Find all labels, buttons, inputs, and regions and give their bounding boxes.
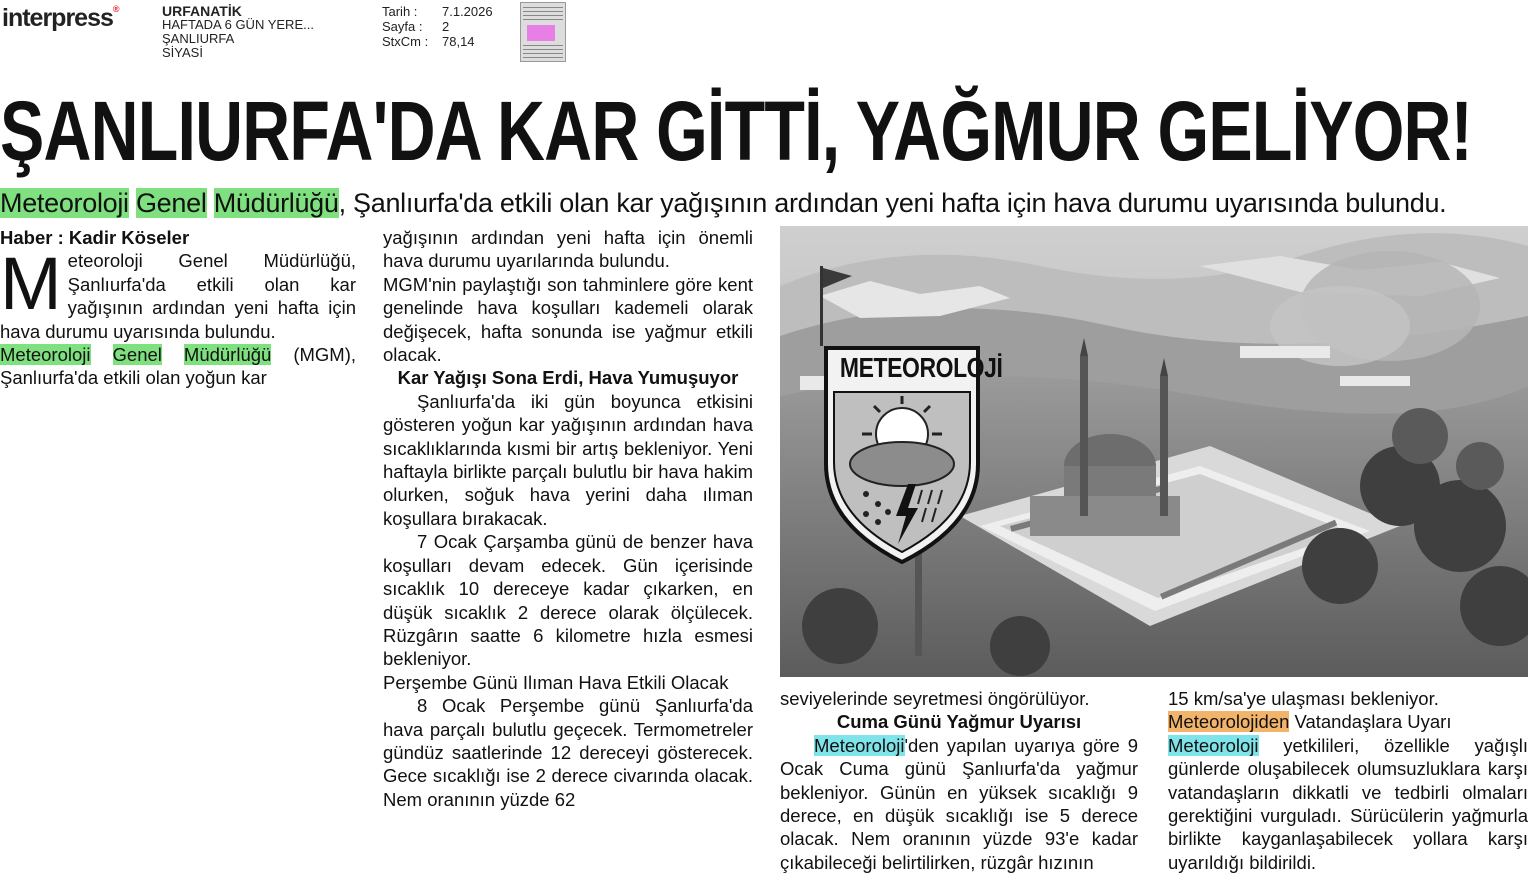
paragraph: 8 Ocak Perşembe günü Şanlıurfa'da hava parçalı bulutlu geçecek. Termometreler gündüz saatlerinde 12 dereceyi gösterecek. Gece sıcaklığı ise 2 derece civarında olacak. Nem oranının yüzde 62 <box>383 695 753 810</box>
subheadline <box>0 185 1539 221</box>
publication-frequency: HAFTADA 6 GÜN YERE... <box>162 17 314 32</box>
publication-info <box>162 4 314 60</box>
highlight-term: Genel <box>112 344 162 366</box>
highlight-term: Genel <box>135 188 207 218</box>
section-heading: Meteorolojiden Vatandaşlara Uyarı <box>1168 711 1452 733</box>
paragraph: MGM'nin paylaştığı son tahminlere göre kent genelinde hava koşulları kademeli olarak değişecek, hafta sonunda ise yağmur etkili olacak. <box>383 273 753 366</box>
paragraph: Meteoroloji Genel Müdürlüğü (MGM), Şanlıurfa'da etkili olan yoğun kar <box>0 344 357 389</box>
highlight-term: Meteoroloji <box>0 344 91 366</box>
publication-city: ŞANLIURFA <box>162 31 235 46</box>
byline: Haber : Kadir Köseler <box>0 227 190 248</box>
section-heading: Perşembe Günü Ilıman Hava Etkili Olacak <box>383 671 729 693</box>
subheadline-text: , Şanlıurfa'da etkili olan kar yağışının ardından yeni hafta için hava durumu uyarısında bulundu. <box>338 188 1447 218</box>
page-label: Sayfa : <box>382 19 423 34</box>
highlight-term: Meteoroloji <box>0 188 129 218</box>
paragraph: yağışının ardından yeni hafta için önemli hava durumu uyarılarında bulundu. <box>383 227 753 272</box>
page-thumbnail[interactable] <box>520 2 566 62</box>
article-location-marker <box>527 25 555 41</box>
date-value: 7.1.2026 <box>442 4 493 19</box>
clip-meta <box>382 4 493 49</box>
meteoroloji-badge-label: METEOROLOJİ <box>839 352 1003 383</box>
page-value: 2 <box>442 19 450 34</box>
lead-paragraph: Meteoroloji Genel Müdürlüğü, Şanlıurfa'da etkili olan kar yağışının ardından yeni hafta için hava durumu uyarısında bulundu. <box>0 242 356 342</box>
column-4 <box>1168 687 1528 874</box>
paragraph: Meteoroloji'den yapılan uyarıya göre 9 Ocak Cuma günü Şanlıurfa'da yağmur bekleniyor. Günün en yüksek sıcaklığı 9 derece, en düşük sıcaklığı ise 5 derece olacak. Nem oranının yüzde 93'e kadar çıkabileceği belirtilirken, rüzgâr hızının <box>780 734 1138 873</box>
article-photo <box>780 226 1528 677</box>
publication-name: URFANATİK <box>162 3 242 19</box>
highlight-term: Meteoroloji <box>814 734 905 756</box>
paragraph: 7 Ocak Çarşamba günü de benzer hava koşulları devam edecek. Gün içerisinde sıcaklık 10 dereceye kadar çıkarken, en düşük sıcaklık 2 derece olarak ölçülecek. Rüzgârın saatte 6 kilometre hızla esmesi bekleniyor. <box>383 531 753 670</box>
column-2 <box>383 226 753 811</box>
drop-cap: M <box>0 242 62 326</box>
paragraph: 15 km/sa'ye ulaşması bekleniyor. <box>1168 688 1439 709</box>
paragraph: Şanlıurfa'da iki gün boyunca etkisini gösteren yoğun kar yağışının ardından hava sıcaklıklarında kısmi bir artış bekleniyor. Yeni haftayla birlikte parçalı bulutlu bir hava hakim olurken, soğuk hava yerini daha ılıman koşullara bırakacak. <box>383 390 753 529</box>
column-1 <box>0 226 356 390</box>
interpress-logo: interpress® <box>2 4 119 32</box>
column-3 <box>780 687 1138 874</box>
paragraph: Meteoroloji yetkilileri, özellikle yağışlı günlerde oluşabilecek olumsuzluklara karşı vatandaşların dikkatli ve tedbirli olmaları gerektiğini vurguladı. Sürücülerin yağmurla birlikte kayganlaşabilecek yollara karşı uyarıldığı bildirildi. <box>1168 734 1528 873</box>
highlight-term: Meteoroloji <box>1168 734 1259 756</box>
section-heading: Cuma Günü Yağmur Uyarısı <box>836 711 1082 733</box>
section-heading: Kar Yağışı Sona Erdi, Hava Yumuşuyor <box>397 367 739 389</box>
highlight-term: Meteorolojiden <box>1168 711 1290 733</box>
stxcm-value: 78,14 <box>442 34 475 49</box>
highlight-term: Müdürlüğü <box>213 188 339 218</box>
date-label: Tarih : <box>382 4 418 19</box>
paragraph: seviyelerinde seyretmesi öngörülüyor. <box>780 688 1090 709</box>
highlight-term: Müdürlüğü <box>183 344 272 366</box>
stxcm-label: StxCm : <box>382 34 429 49</box>
publication-category: SİYASİ <box>162 45 203 60</box>
headline: ŞANLIURFA'DA KAR GİTTİ, YAĞMUR GELİYOR! <box>0 84 1472 178</box>
